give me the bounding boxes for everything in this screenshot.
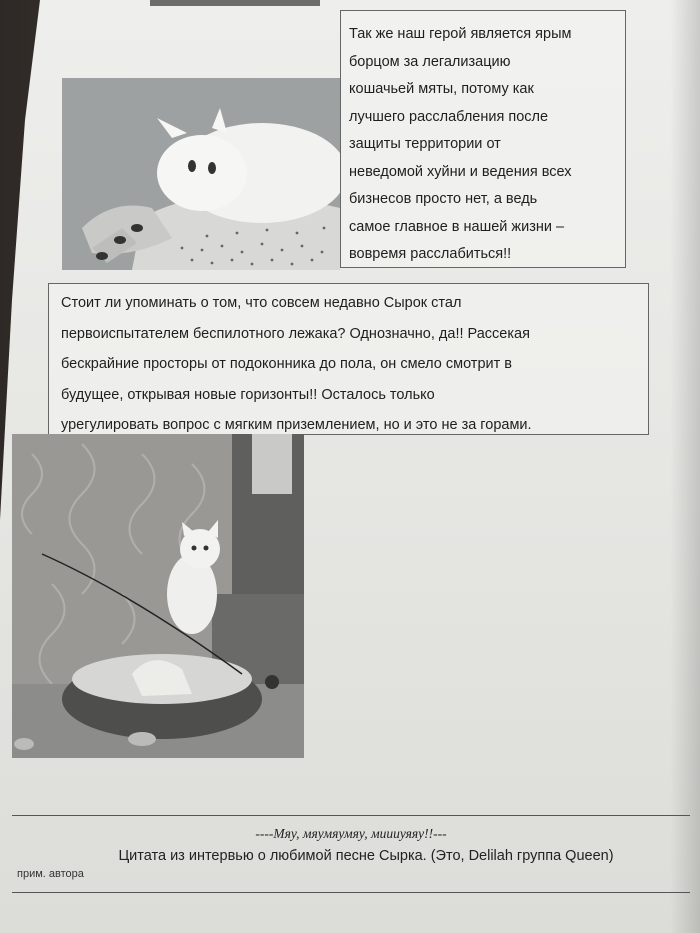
text-line: бескрайние просторы от подоконника до пола, он смело смотрит в — [61, 356, 512, 372]
cat-relaxing-illustration — [62, 78, 340, 270]
text-line: лучшего расслабления после — [349, 108, 549, 125]
quote-footer — [12, 815, 690, 893]
text-box-catnip — [340, 10, 626, 268]
cat-bed-illustration — [12, 434, 304, 758]
page-shadow — [670, 0, 700, 933]
text-line: самое главное в нашей жизни – — [349, 218, 565, 235]
photo-cat-relaxing — [62, 78, 340, 270]
text-line: неведомой хуйни и ведения всех — [349, 163, 572, 180]
text-line: вовремя расслабиться!! — [349, 246, 512, 262]
text-line: кошачьей мяты, потому как — [349, 81, 534, 97]
text-line: борцом за легализацию — [349, 53, 511, 70]
text-line: бизнесов просто нет, а ведь — [349, 191, 538, 207]
text-line: защиты территории от — [349, 136, 501, 152]
text-line: урегулировать вопрос с мягким приземлением, но и это не за горами. — [61, 417, 532, 433]
text-line: Так же наш герой является ярым — [349, 26, 572, 42]
quote-caption: Цитата из интервью о любимой песне Сырка. (Это, Delilah группа Queen) — [118, 848, 614, 864]
text-line: первоиспытателем беспилотного лежака? Однозначно, да!! Рассекая — [61, 325, 530, 342]
text-box-drone-bed — [48, 283, 649, 435]
author-note: прим. автора — [17, 868, 84, 880]
photo-cat-in-bed — [12, 434, 304, 758]
previous-image-edge — [150, 0, 320, 6]
text-line: Стоит ли упоминать о том, что совсем недавно Сырок стал — [61, 295, 462, 311]
song-quote: ----Мяу, мяумяумяу, миииуяяу!!--- — [255, 826, 447, 841]
text-line: будущее, открывая новые горизонты!! Осталось только — [61, 386, 435, 403]
